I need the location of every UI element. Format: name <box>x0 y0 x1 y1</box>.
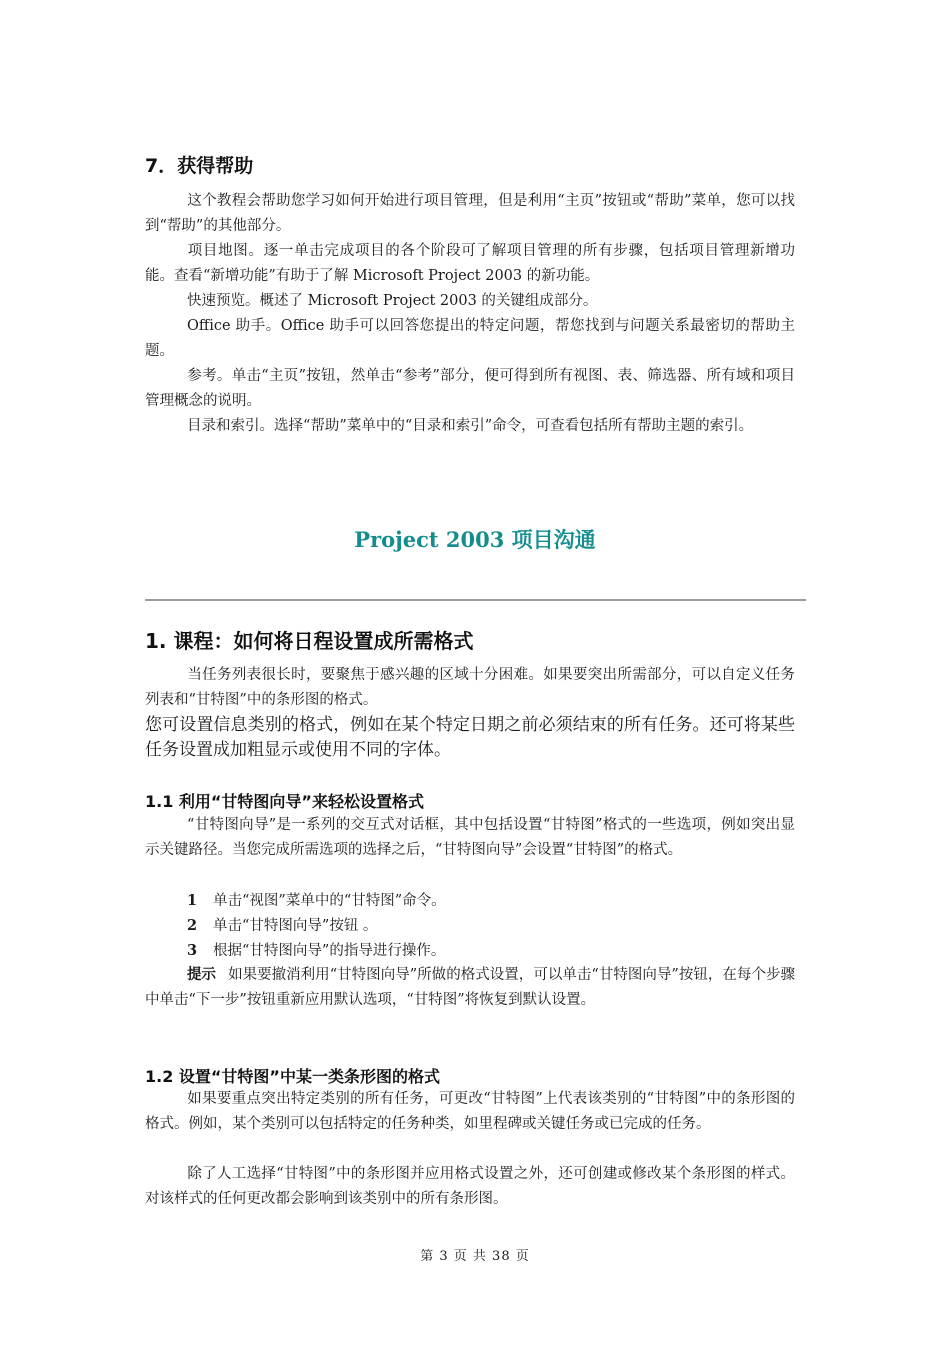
section-1-paragraph-2: 您可设置信息类别的格式，例如在某个特定日期之前必须结束的所有任务。还可将某些任务设置成加粗显示或使用不同的字体。 <box>145 715 795 760</box>
section-7-paragraph-5: 参考。单击“主页”按钮，然单击“参考”部分，便可得到所有视图、表、筛选器、所有域和项目管理概念的说明。 <box>145 368 795 409</box>
tip-label: 提示 <box>187 967 217 983</box>
section-7-heading: 7．获得帮助 <box>145 155 254 177</box>
section-7-paragraph-2: 项目地图。逐一单击完成项目的各个阶段可了解项目管理的所有步骤，包括项目管理新增功能。查看“新增功能”有助于了解 Microsoft Project 2003 的新功能。 <box>145 243 795 284</box>
section-1-1-heading: 1.1 利用“甘特图向导”来轻松设置格式 <box>145 792 424 811</box>
section-1-2-paragraph-1: 如果要重点突出特定类别的所有任务，可更改“甘特图”上代表该类别的“甘特图”中的条形图的格式。例如，某个类别可以包括特定的任务种类，如里程碑或关键任务或已完成的任务。 <box>145 1091 795 1132</box>
step-2: 2 单击“甘特图向导”按钮 。 <box>187 917 378 934</box>
tip-paragraph: 提示 如果要撤消利用“甘特图向导”所做的格式设置，可以单击“甘特图向导”按钮，在每个步骤中单击“下一步”按钮重新应用默认选项，“甘特图”将恢复到默认设置。 <box>145 967 795 1008</box>
section-1-1-paragraph: “甘特图向导”是一系列的交互式对话框，其中包括设置“甘特图”格式的一些选项，例如突出显示关键路径。当您完成所需选项的选择之后，“甘特图向导”会设置“甘特图”的格式。 <box>145 817 795 858</box>
step-3: 3 根据“甘特图向导”的指导进行操作。 <box>187 942 446 959</box>
document-title: Project 2003 项目沟通 <box>354 527 596 552</box>
section-7-paragraph-4: Office 助手。Office 助手可以回答您提出的特定问题，帮您找到与问题关系最密切的帮助主题。 <box>145 318 795 359</box>
section-1-2-heading: 1.2 设置“甘特图”中某一类条形图的格式 <box>145 1067 440 1086</box>
section-1-paragraph-1: 当任务列表很长时，要聚焦于感兴趣的区域十分困难。如果要突出所需部分，可以自定义任务列表和“甘特图”中的条形图的格式。 <box>145 667 795 708</box>
section-7-paragraph-3: 快速预览。概述了 Microsoft Project 2003 的关键组成部分。 <box>187 293 598 309</box>
step-1: 1 单击“视图”菜单中的“甘特图”命令。 <box>187 892 446 909</box>
section-7-paragraph-6: 目录和索引。选择“帮助”菜单中的“目录和索引”命令，可查看包括所有帮助主题的索引。 <box>187 418 754 434</box>
section-1-2-paragraph-2: 除了人工选择“甘特图”中的条形图并应用格式设置之外，还可创建或修改某个条形图的样式。对该样式的任何更改都会影响到该类别中的所有条形图。 <box>145 1166 795 1207</box>
page-footer: 第 3 页 共 38 页 <box>420 1249 530 1264</box>
section-1-heading: 1. 课程：如何将日程设置成所需格式 <box>145 629 474 653</box>
section-7-paragraph-1: 这个教程会帮助您学习如何开始进行项目管理，但是利用“主页”按钮或“帮助”菜单，您可以找到“帮助”的其他部分。 <box>145 193 795 234</box>
horizontal-rule <box>145 599 806 601</box>
